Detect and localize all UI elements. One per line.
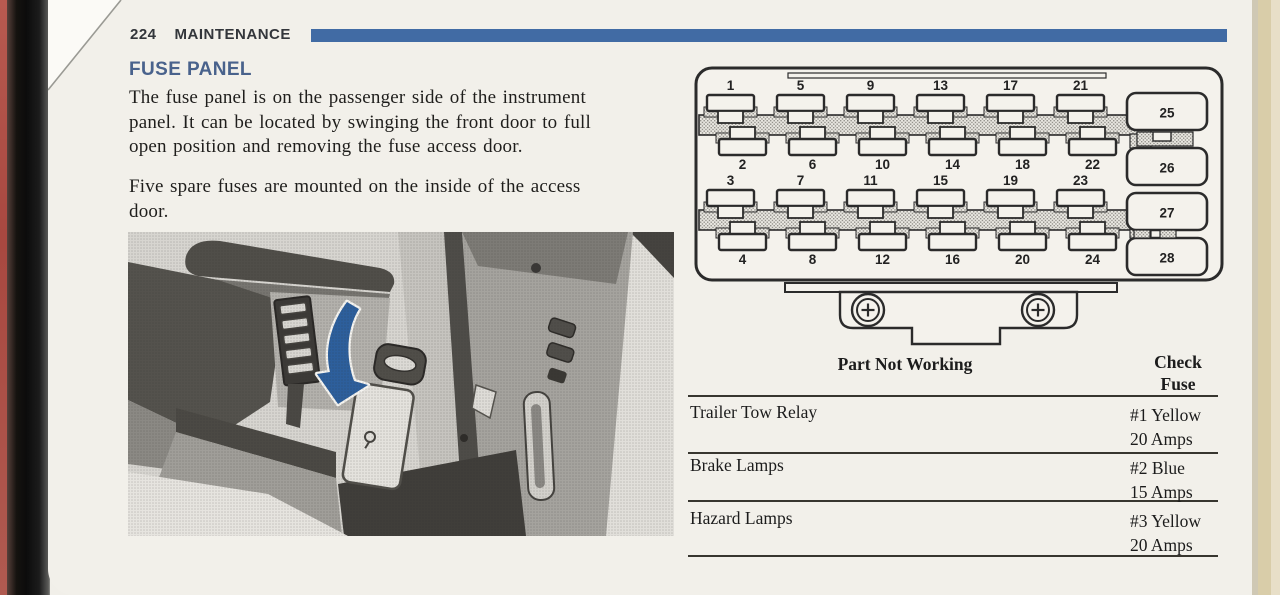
- fuse-number: 16: [944, 252, 961, 267]
- fuse-slot: [847, 95, 894, 111]
- fuse-number: 4: [738, 252, 747, 267]
- page-number: 224: [130, 26, 157, 43]
- fuse-slot: [719, 234, 766, 250]
- fuse-slot: [707, 190, 754, 206]
- fuse-number: 3: [726, 173, 735, 188]
- bracket-bar: [785, 283, 1117, 292]
- fuse-number: 7: [796, 173, 805, 188]
- fuse-number: 27: [1159, 205, 1175, 221]
- fuse-number: 19: [1002, 173, 1019, 188]
- fuse-slot: [777, 95, 824, 111]
- book-spine-shadow: [7, 0, 50, 595]
- body-text-line: panel. It can be located by swinging the front door to full: [129, 111, 592, 133]
- fuse-slot: [929, 139, 976, 155]
- fuse-number: 2: [738, 157, 747, 172]
- fuse-id: #3 Yellow: [1130, 511, 1201, 531]
- table-cell-part: Brake Lamps: [690, 455, 784, 475]
- fuse-slot: [1069, 234, 1116, 250]
- fuse-slot: [917, 95, 964, 111]
- section-title: MAINTENANCE: [174, 26, 291, 43]
- fuse-number: 22: [1084, 157, 1101, 172]
- fuse-number: 9: [866, 78, 875, 93]
- table-cell-part: Trailer Tow Relay: [690, 402, 818, 422]
- fuse-id: #2 Blue: [1130, 458, 1185, 478]
- table-cell-fuse: [1130, 456, 1193, 504]
- column-header-line: Check: [1154, 352, 1202, 372]
- fuse-number: 5: [796, 78, 805, 93]
- fuse-number: 14: [944, 157, 961, 172]
- table-rule: [688, 395, 1218, 397]
- next-page-edge-light: [1271, 0, 1280, 595]
- fuse-slot: [707, 95, 754, 111]
- column-header-check-fuse: [1140, 351, 1216, 395]
- fuse-number: 23: [1072, 173, 1089, 188]
- fuse-number: 15: [932, 173, 949, 188]
- table-cell-part: Hazard Lamps: [690, 508, 793, 528]
- table-cell-fuse: [1130, 403, 1201, 451]
- fuse-number: 11: [863, 173, 878, 188]
- fuse-number: 18: [1014, 157, 1031, 172]
- fuse-slot: [859, 234, 906, 250]
- page-title: FUSE PANEL: [129, 59, 252, 80]
- dashboard-photo: [128, 232, 674, 536]
- fuse-number: 17: [1002, 78, 1019, 93]
- fuse-number: 21: [1072, 78, 1089, 93]
- fuse-panel-diagram: [693, 64, 1227, 356]
- fuse-number: 6: [808, 157, 817, 172]
- fuse-amps: 15 Amps: [1130, 482, 1193, 502]
- fuse-number: 8: [808, 252, 817, 267]
- column-header-part: Part Not Working: [837, 354, 973, 374]
- next-page-edge: [1258, 0, 1271, 595]
- body-text-line: The fuse panel is on the passenger side of the instrument: [129, 87, 586, 108]
- section-rule-bar: [311, 29, 1227, 42]
- fuse-slot: [719, 139, 766, 155]
- fuse-slot: [987, 95, 1034, 111]
- fuse-amps: 20 Amps: [1130, 429, 1193, 449]
- fuse-slot: [999, 234, 1046, 250]
- fuse-number: 24: [1084, 252, 1101, 267]
- table-cell-fuse: [1130, 509, 1201, 557]
- fuse-slot: [789, 139, 836, 155]
- fuse-slot: [777, 190, 824, 206]
- fuse-slot: [929, 234, 976, 250]
- fuse-slot: [917, 190, 964, 206]
- fuse-number: 13: [932, 78, 949, 93]
- fuse-slot: [1057, 95, 1104, 111]
- fuse-number: 10: [874, 157, 891, 172]
- fuse-number: 25: [1159, 105, 1175, 121]
- fuse-number: 12: [874, 252, 891, 267]
- table-rule: [688, 452, 1218, 454]
- body-text-line: open position and removing the fuse access door.: [129, 136, 523, 157]
- fuse-slot: [1057, 190, 1104, 206]
- fuse-slot: [987, 190, 1034, 206]
- fuse-slot: [859, 139, 906, 155]
- running-head: [130, 26, 291, 43]
- fuse-slot: [1069, 139, 1116, 155]
- page-corner-fold: [48, 0, 128, 100]
- fuse-slot: [847, 190, 894, 206]
- fuse-amps: 20 Amps: [1130, 535, 1193, 555]
- fuse-number: 20: [1014, 252, 1031, 267]
- body-text-line: Five spare fuses are mounted on the inside of the access: [129, 176, 581, 197]
- fuse-number: 26: [1159, 160, 1175, 176]
- fuse-number: 28: [1159, 250, 1175, 266]
- body-text-line: door.: [129, 200, 169, 222]
- fuse-id: #1 Yellow: [1130, 405, 1201, 425]
- fuse-slot: [789, 234, 836, 250]
- body-paragraph: [129, 175, 580, 224]
- body-paragraph: [129, 86, 591, 160]
- fuse-slot: [999, 139, 1046, 155]
- column-header-line: Fuse: [1160, 374, 1196, 394]
- fuse-number: 1: [726, 78, 735, 93]
- fuse-reference-table: [688, 348, 1222, 563]
